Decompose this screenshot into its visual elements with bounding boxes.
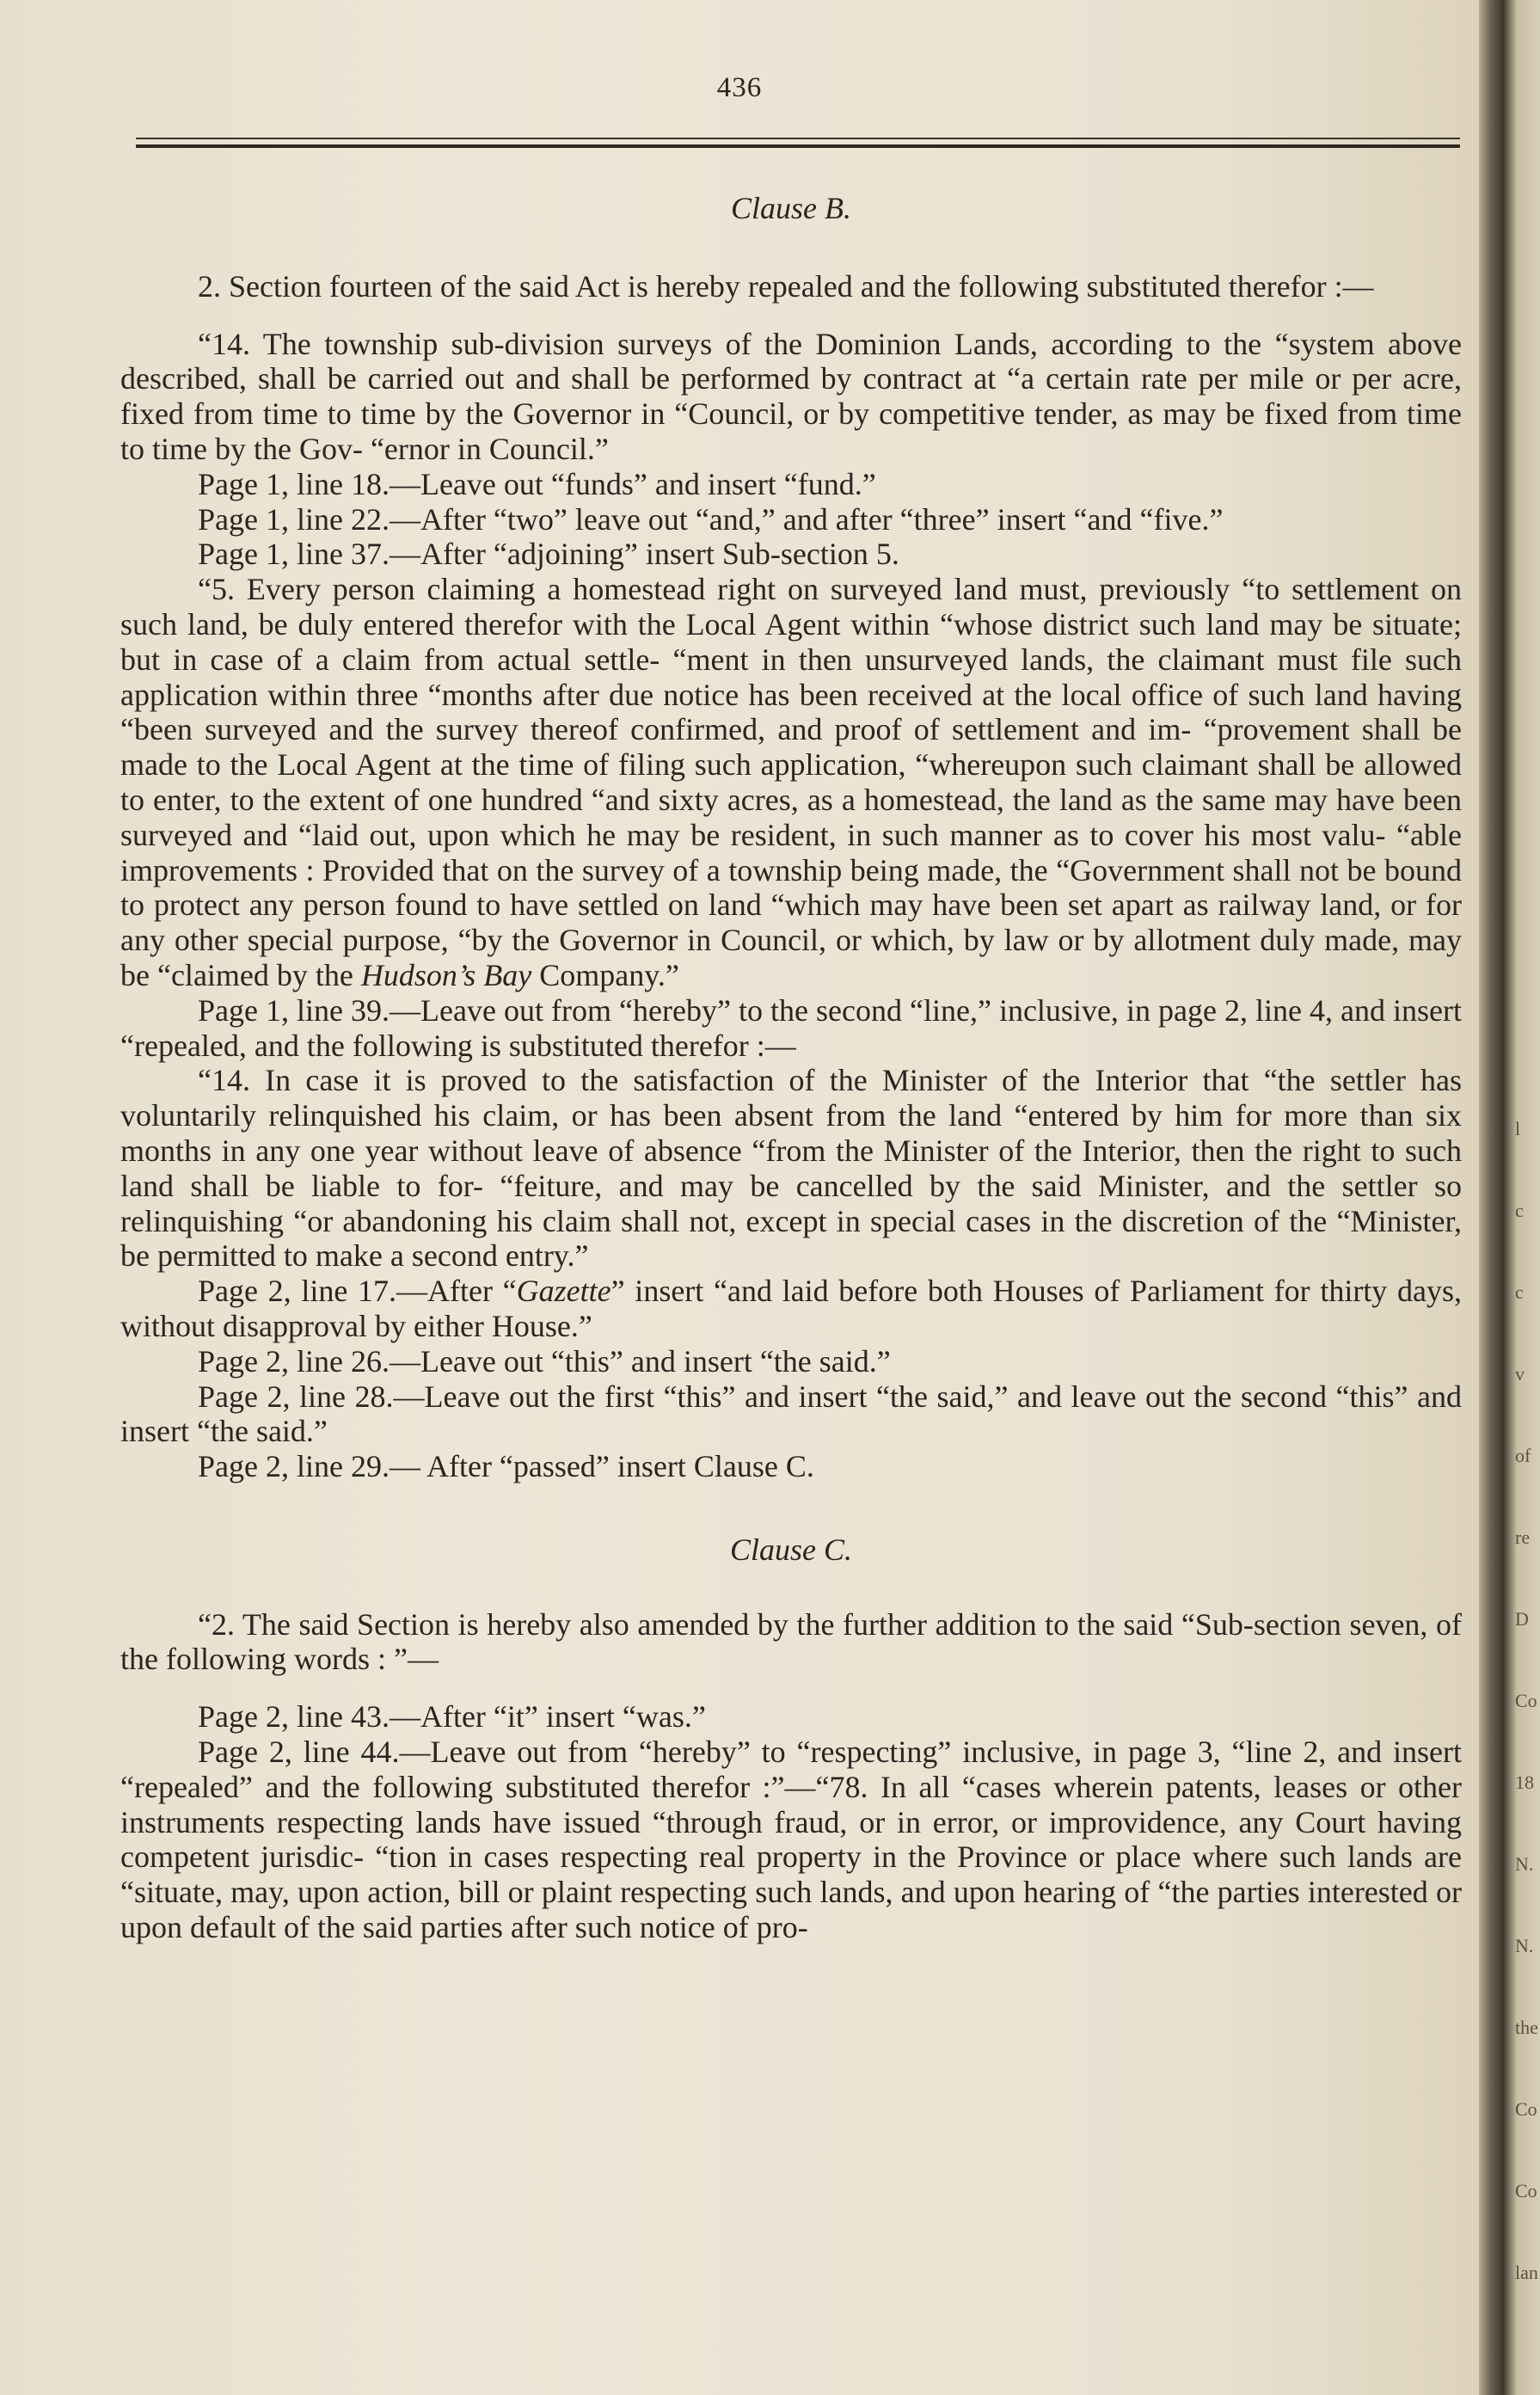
amendment-page2-line28: Page 2, line 28.—Leave out the first “this” and insert “the said,” and leave out the second “this” and insert “the said.” (120, 1379, 1462, 1449)
amendment-page2-line43: Page 2, line 43.—After “it” insert “was.” (198, 1699, 706, 1735)
line17-text-a: Page 2, line 17.—After “ (198, 1274, 517, 1309)
edge-fragment: 18 (1515, 1772, 1534, 1793)
amendment-page1-line39: Page 1, line 39.—Leave out from “hereby” to the second “line,” inclusive, in page 2, line 4, and insert “repealed, and the following is substituted therefor :— (120, 992, 1462, 1063)
adjacent-page-fragments (1515, 1118, 1540, 2343)
edge-fragment: c (1515, 1200, 1524, 1221)
homestead-text: “5. Every person claiming a homestead right on surveyed land must, previously “to settlement on such land, be duly entered therefor with the Local Agent within “whose district such land may be situate; but in case of a claim from actual settle- “ment in then unsurveyed lands, the claimant must file such application within three “months after due notice has been received at the local office of such land having “been surveyed and the survey thereof confirmed, and proof of settlement and im- “provement shall be made to the Local Agent at the time of filing such application, “whereupon such claimant shall be allowed to enter, to the extent of one hundred “and sixty acres, as a homestead, the land as the same may have been surveyed and “laid out, upon which he may be resident, in such manner as to cover his most valu- “able improvements : Provided that on the survey of a township being made, the “Government shall not be bound to protect any person found to have settled on land “which may have been set apart as railway land, or for any other special purpose, “by the Governor in Council, or which, by law or by allotment duly made, may be “claimed by the (120, 572, 1462, 992)
amendment-page2-line26: Page 2, line 26.—Leave out “this” and insert “the said.” (198, 1343, 891, 1379)
paragraph-homestead-right (120, 572, 1462, 993)
gazette-italic: Gazette (516, 1274, 611, 1309)
header-rule-thin (136, 138, 1460, 139)
amendment-page2-line44: Page 2, line 44.—Leave out from “hereby” to “respecting” inclusive, in page 3, “line 2, and insert “repealed” and the following substituted therefor :”—“78. In all “cases wherein patents, leases or other instruments respecting lands have issued “through fraud, or in error, or improvidence, any Court having competent jurisdic- “tion in cases respecting real property in the Province or place where such lands are “situate, may, upon action, bill or plaint respecting such lands, and upon hearing of “the parties interested or upon default of the said parties after such notice of pro- (120, 1735, 1462, 1945)
edge-fragment: Co (1515, 1690, 1537, 1711)
edge-fragment: l (1515, 1118, 1521, 1139)
edge-fragment: N. (1515, 1853, 1534, 1875)
edge-fragment: Co (1515, 2180, 1537, 2202)
edge-fragment: D (1515, 1608, 1529, 1630)
edge-fragment: Co (1515, 2098, 1537, 2120)
amendment-page1-line22: Page 1, line 22.—After “two” leave out “and,” and after “three” insert “and “five.” (198, 501, 1224, 537)
clause-c-heading: Clause C. (729, 1532, 852, 1567)
amendment-page1-line37: Page 1, line 37.—After “adjoining” insert Sub-section 5. (198, 537, 899, 572)
paragraph-section-fourteen: 2. Section fourteen of the said Act is hereby repealed and the following substituted therefor :— (198, 268, 1374, 304)
edge-fragment: re (1515, 1526, 1531, 1548)
amendment-page2-line17 (120, 1274, 1462, 1344)
clause-b-heading: Clause B. (731, 191, 851, 225)
page-number: 436 (716, 72, 763, 103)
edge-fragment: of (1515, 1445, 1531, 1466)
edge-fragment: the (1515, 2017, 1538, 2038)
paragraph-township-surveys: “14. The township sub-division surveys of the Dominion Lands, according to the “system above described, shall be carried out and shall be performed by contract at “a certain rate per mile or per acre, fixed from time to time by the Governor in “Council, or by competitive tender, as may be fixed from time to time by the Gov- “ernor in Council.” (120, 326, 1462, 466)
header-rule-thick (136, 144, 1460, 148)
paragraph-relinquished-claim: “14. In case it is proved to the satisfaction of the Minister of the Interior that “the settler has voluntarily relinquished his claim, or has been absent from the land “entered by him for more than six months in any one year without leave of absence “from the Minister of the Interior, then the right to such land shall be liable to for- “feiture, and may be cancelled by the said Minister, and the settler so relinquishing “or abandoning his claim shall not, except in special cases in the discretion of the “Minister, be permitted to make a second entry.” (120, 1063, 1462, 1274)
edge-fragment: c (1515, 1281, 1524, 1303)
edge-fragment: v (1515, 1363, 1525, 1385)
body-text (120, 191, 1462, 1945)
line17-text-b: ” insert “and laid before both Houses of Parliament for thirty days, without disapproval by either House.” (120, 1274, 1462, 1343)
edge-fragment: N. (1515, 1935, 1534, 1956)
amendment-page2-line29: Page 2, line 29.— After “passed” insert Clause C. (198, 1449, 814, 1484)
edge-fragment: lan (1515, 2262, 1538, 2283)
amendment-page1-line18: Page 1, line 18.—Leave out “funds” and insert “fund.” (198, 466, 876, 501)
homestead-text-end: Company.” (531, 957, 679, 992)
paragraph-section-amended: “2. The said Section is hereby also amended by the further addition to the said “Sub-section seven, of the following words : ”— (120, 1606, 1462, 1677)
hudsons-bay-italic: Hudson’s Bay (360, 957, 532, 992)
